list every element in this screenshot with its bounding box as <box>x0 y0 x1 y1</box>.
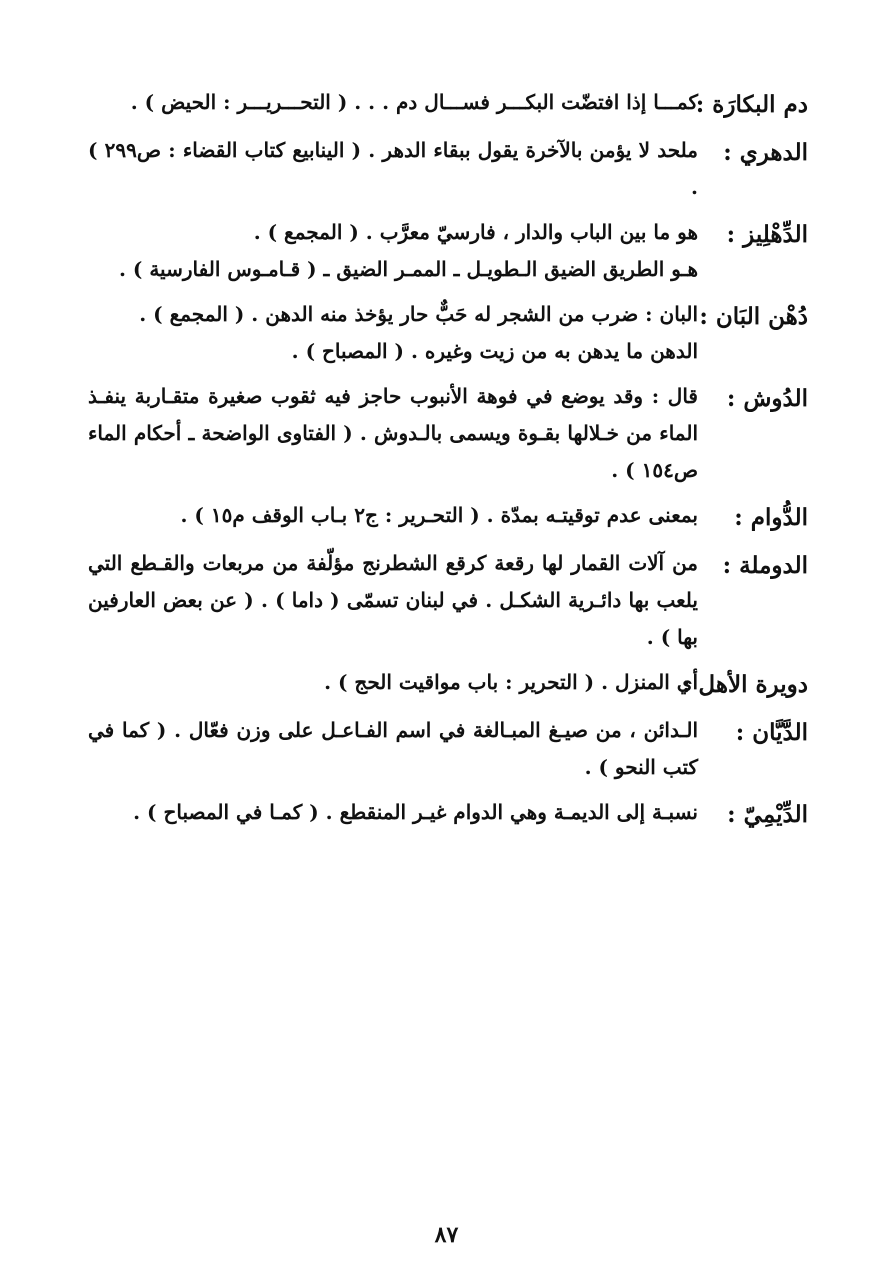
entry-definition <box>88 378 698 489</box>
definition-line: أي المنزل . ( التحرير : باب مواقيت الحج ) . <box>324 670 698 694</box>
entry-definition <box>88 214 698 288</box>
entry-term: الدُّوام : <box>734 504 808 531</box>
entry-term: الدِّيْمِيّ : <box>727 801 808 828</box>
entry-term: الدُوش : <box>726 385 808 412</box>
entry-term: الدوملة : <box>722 552 808 579</box>
entry-term: دويرة الأهل : <box>681 671 808 698</box>
entry-definition <box>88 497 698 534</box>
definition-line: هو ما بين الباب والدار ، فارسيّ معرَّب . ( المجمع ) . <box>253 220 698 244</box>
entry-definition <box>88 712 698 786</box>
definition-line: نسبـة إلى الديمـة وهي الدوام غيـر المنقطع . ( كمـا في المصباح ) . <box>133 800 698 824</box>
definition-line: كمـــا إذا افتضّت البكـــر فســـال دم . . . ( التحـــريـــر : الحيض ) . <box>130 90 698 114</box>
definition-line: الـدائن ، من صيـغ المبـالغة في اسم الفـاعـل على وزن فعّال . ( كما في كتب النحو ) . <box>88 718 698 779</box>
entry-aldumla <box>88 545 808 656</box>
entry-dam-albakara <box>88 84 808 124</box>
entry-term: دُهْن البَان : <box>699 303 808 330</box>
entry-aldihliz <box>88 214 808 288</box>
definition-line: الدهن ما يدهن به من زيت وغيره . ( المصباح ) . <box>291 339 698 363</box>
definition-line: من آلات القمار لها رقعة كرقع الشطرنج مؤلّفة من مربعات والقـطع التي يلعب بها دائـرية الشكـل . في لبنان تسمّى ( داما ) . ( عن بعض العارفين بها ) . <box>88 551 699 649</box>
entry-duwayrat-alahl <box>88 664 808 704</box>
definition-line: البان : ضرب من الشجر له حَبٌّ حار يؤخذ منه الدهن . ( المجمع ) . <box>139 302 698 326</box>
definition-line: ملحد لا يؤمن بالآخرة يقول ببقاء الدهر . ( الينابيع كتاب القضاء : ص٢٩٩ ) . <box>88 138 699 199</box>
page-number: ٨٧ <box>434 1222 459 1248</box>
entry-aldimi <box>88 794 808 834</box>
entry-definition <box>88 132 698 206</box>
entry-aldush <box>88 378 808 489</box>
entry-term: الدِّهْلِيز : <box>726 221 808 248</box>
entry-definition <box>88 545 698 656</box>
definition-line: بمعنى عدم توقيتـه بمدّة . ( التحـرير : ج٢ بـاب الوقف م١٥ ) . <box>180 503 698 527</box>
entry-definition <box>88 296 698 370</box>
entry-definition <box>88 84 698 121</box>
entry-definition <box>88 794 698 831</box>
definition-line: هـو الطريق الضيق الـطويـل ـ الممـر الضيق ـ ( قـامـوس الفارسية ) . <box>118 257 698 281</box>
entry-definition <box>88 664 698 701</box>
entry-term: الدَّيَّان : <box>735 719 808 746</box>
definition-line: قال : وقد يوضع في فوهة الأنبوب حاجز فيه ثقوب صغيرة متقـاربة ينفـذ الماء من خـلالها بقـوة ويسمى بالـدوش . ( الفتاوى الواضحة ـ أحكام الماء ص١٥٤ ) . <box>88 384 698 482</box>
entry-term: الدهري : <box>723 139 808 166</box>
entry-duhn-alban <box>88 296 808 370</box>
entry-aldawam <box>88 497 808 537</box>
entry-term: دم البكارَة : <box>695 91 808 118</box>
entry-aldayyan <box>88 712 808 786</box>
entry-aldahri <box>88 132 808 206</box>
dictionary-page <box>88 84 808 842</box>
